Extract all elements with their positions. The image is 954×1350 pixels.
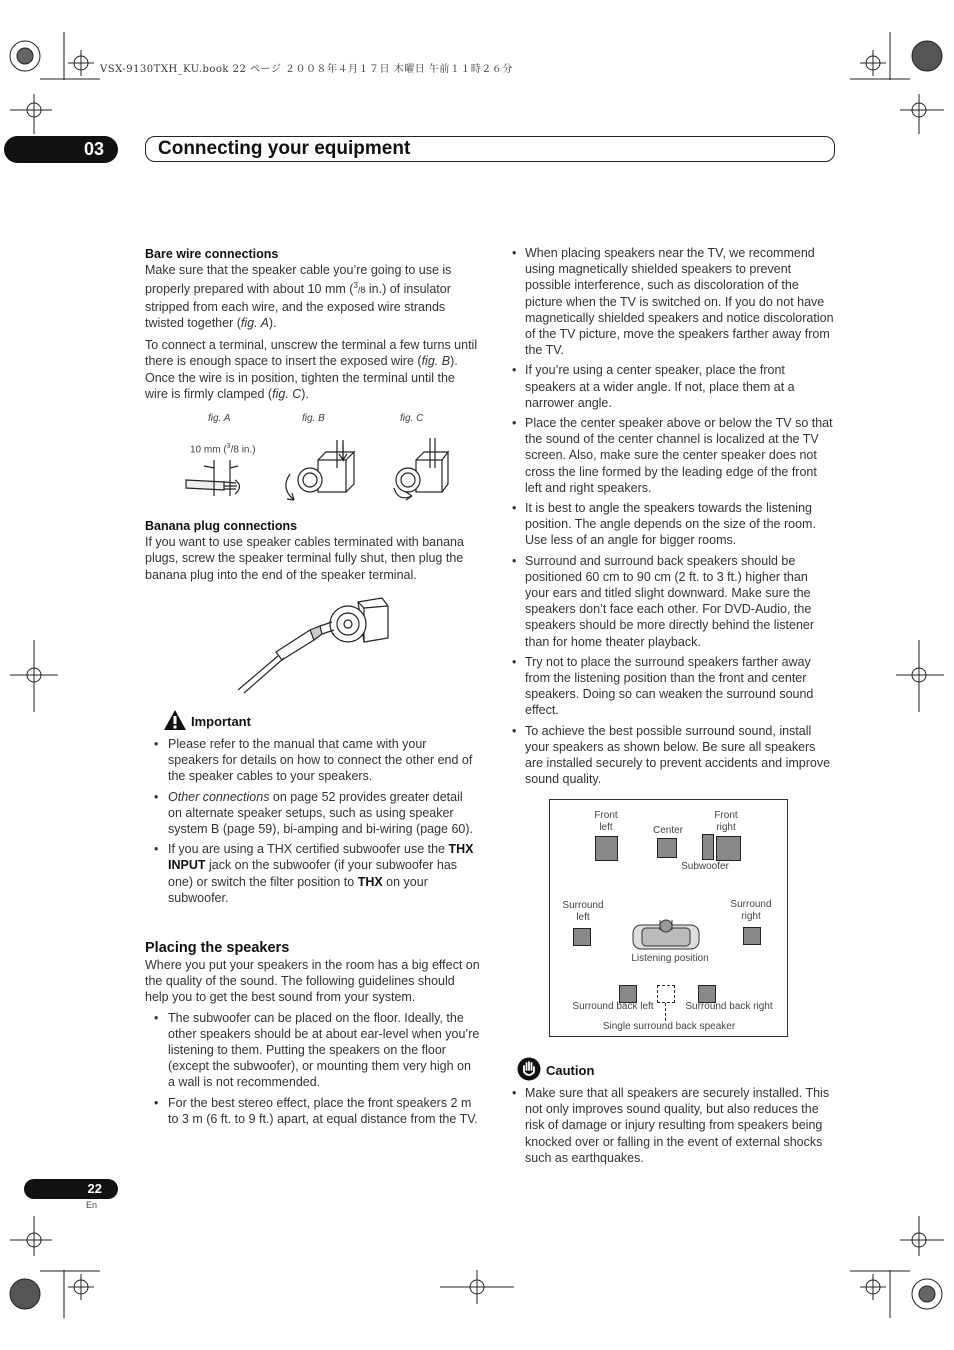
important-list [145, 736, 480, 910]
front-right-speaker [716, 836, 741, 861]
surround-left-label: Surround left [562, 900, 604, 923]
dashed-leader [665, 1003, 666, 1021]
text-run: If you are using a THX certified subwoofer use the [168, 842, 449, 857]
list-item: • When placing speakers near the TV, we recommend using magnetically shielded speakers to prevent possible interference, such as discoloration of the picture when the TV is switched on. If you do not have magnetically shielded speakers and notice discoloration of the TV picture, move the speakers farther away from the TV. [510, 245, 835, 358]
text-run: /8 in.) [230, 444, 256, 456]
text-run: Make sure that the speaker cable you’re going to use is properly prepared with about 10 mm ( [145, 263, 452, 297]
text-run: jack on the subwoofer (if your subwoofer has one) or switch the filter position to [168, 858, 458, 889]
chapter-number: 03 [4, 136, 118, 163]
surround-right-label: Surround right [730, 899, 772, 922]
text-run: Other connections [168, 789, 270, 804]
caution-label: Caution [546, 1063, 595, 1078]
list-item [145, 789, 480, 838]
text-run: THX [357, 874, 383, 889]
fig-ref: fig. A [240, 315, 269, 330]
list-item: • The subwoofer can be placed on the floor. Ideally, the other speakers should be at about ear-level when you’re listening to them. Putting the speakers on the floor (except the subwoofer), or mounting them very high on a wall is not recommended. [145, 1010, 480, 1091]
text-run: on your subwoofer. [168, 874, 428, 905]
list-item: • To achieve the best possible surround sound, install your speakers as shown below. Be sure all speakers are installed securely to prevent accidents and improve sound quality. [510, 723, 835, 788]
single-surround-back-label: Single surround back speaker [602, 1021, 736, 1032]
speaker-diagram [549, 799, 788, 1037]
list-item: • It is best to angle the speakers towards the listening position. The angle depends on the size of the room. Use less of an angle for bigger rooms. [510, 500, 835, 549]
fraction-num: 3 [226, 443, 231, 450]
sofa-icon [632, 916, 700, 952]
surround-left-speaker [573, 928, 591, 946]
subwoofer-label: Subwoofer [681, 861, 729, 872]
fraction-num: 3 [353, 281, 358, 291]
caution-icon [517, 1057, 541, 1081]
list-item: • Surround and surround back speakers should be positioned 60 cm to 90 cm (2 ft. to 3 ft.) higher than your ears and titled slight downward. Make sure the speakers don’t face each other. For DVD-Audio, the speakers should be more directly behind the listener than for home theater playback. [510, 553, 835, 650]
important-label: Important [191, 714, 251, 729]
placing-heading: Placing the speakers [145, 940, 290, 956]
right-column [510, 245, 835, 792]
list-item: • Please refer to the manual that came with your speakers for details on how to connect the other end of the speaker cables to your speakers. [145, 736, 480, 785]
banana-plug-figure [230, 594, 400, 694]
list-item: • Place the center speaker above or below the TV so that the sound of the center channel is localized at the TV screen. Also, make sure the center speaker does not cross the line formed by the leading edge of the front left and right speakers. [510, 415, 835, 496]
bare-wire-figures [180, 430, 450, 510]
center-label: Center [652, 825, 683, 836]
front-right-label: Front right [714, 810, 738, 833]
placing-intro: Where you put your speakers in the room has a big effect on the quality of the sound. The following guidelines should help you to get the best sound from your system. [145, 958, 480, 1005]
text-run: ). [268, 315, 277, 330]
fig-a-label: fig. A [208, 413, 231, 424]
banana-section [145, 518, 480, 587]
text-run: THX INPUT [168, 842, 474, 873]
list-item: • Try not to place the surround speakers farther away from the listening position than the front and center speakers. Doing so can weaken the surround sound effect. [510, 654, 835, 719]
text-run: ). Once the wire is in position, tighten the terminal until the wire is firmly clamped ( [145, 354, 458, 401]
surround-right-speaker [743, 927, 761, 945]
listening-position-label: Listening position [631, 953, 709, 964]
print-info-line: VSX-9130TXH_KU.book 22 ページ ２００８年４月１７日 木曜日 午前１１時２６分 [100, 64, 513, 75]
bare-wire-paragraph-2 [145, 337, 480, 402]
front-left-label: Front left [594, 810, 618, 833]
fig-ref: fig. C [272, 386, 302, 401]
list-item: • If you’re using a center speaker, place the front speakers at a wider angle. If not, place them at a narrower angle. [510, 362, 835, 411]
text-run: To connect a terminal, unscrew the terminal a few turns until there is enough space to insert the exposed wire ( [145, 338, 478, 369]
text-run: ). [301, 386, 309, 401]
fig-c-label: fig. C [400, 413, 424, 424]
fig-b-label: fig. B [302, 413, 325, 424]
caution-list [510, 1085, 835, 1170]
text-run: in.) of insulator stripped from each wire, and the exposed wire strands twisted together ( [145, 282, 451, 330]
fraction-den: /8 [357, 285, 366, 296]
banana-text: If you want to use speaker cables terminated with banana plugs, screw the speaker terminal fully shut, then plug the banana plug into the end of the speaker terminal. [145, 535, 464, 582]
left-column [145, 246, 480, 406]
front-left-speaker [595, 836, 618, 861]
center-speaker [657, 838, 677, 858]
list-item: • For the best stereo effect, place the front speakers 2 m to 3 m (6 ft. to 9 ft.) apart, at equal distance from the TV. [145, 1095, 480, 1127]
text-run: on page 52 provides greater detail on alternate speaker setups, such as using speaker system B (page 59), bi-amping and bi-wiring (page 60). [168, 789, 474, 837]
subwoofer-speaker [702, 834, 714, 860]
surround-back-left-label: Surround back left [572, 1001, 654, 1012]
bare-wire-paragraph-1 [145, 262, 480, 331]
page-number: 22 [24, 1179, 118, 1199]
list-item: • Make sure that all speakers are securely installed. This not only improves sound quality, but also reduces the risk of damage or injury resulting from speakers being knocked over or falling in the event of external shocks such as earthquakes. [510, 1085, 835, 1166]
list-item [145, 841, 480, 906]
placing-section [145, 939, 480, 1131]
banana-heading: Banana plug connections [145, 519, 298, 533]
surround-back-right-label: Surround back right [685, 1001, 773, 1012]
bare-wire-heading: Bare wire connections [145, 247, 279, 261]
chapter-title: Connecting your equipment [145, 136, 835, 162]
fig-ref: fig. B [421, 354, 451, 369]
text-run: 10 mm ( [190, 444, 227, 456]
page-language: En [86, 1200, 98, 1210]
important-icon [163, 709, 187, 731]
